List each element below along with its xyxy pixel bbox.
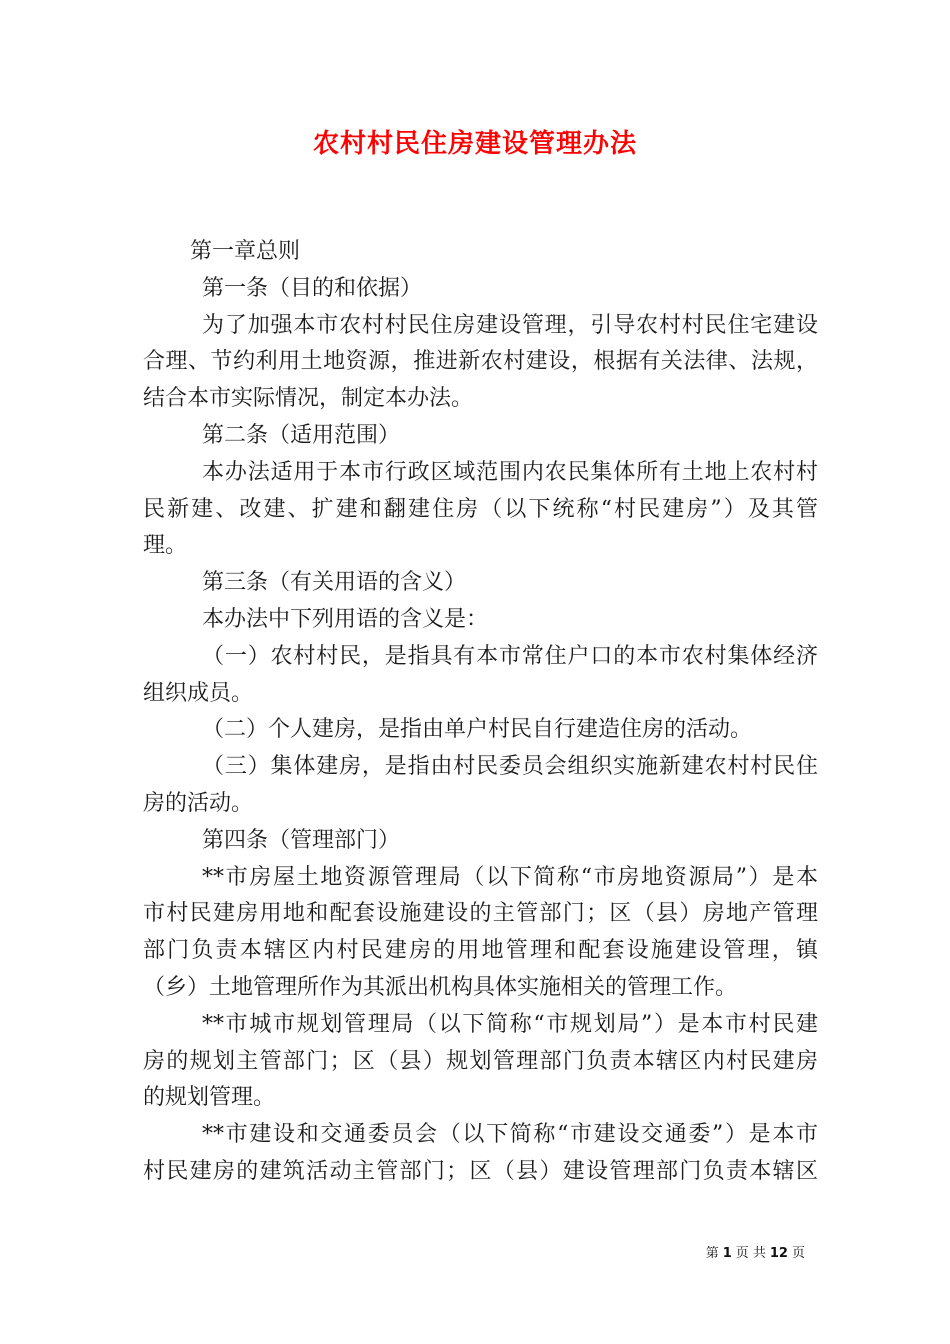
page-footer <box>0 1244 805 1264</box>
text-line: 民新建、改建、扩建和翻建住房（以下统称“村民建房”）及其管 <box>143 496 818 522</box>
text-line: **市房屋土地资源管理局（以下简称“市房地资源局”）是本 <box>202 864 818 890</box>
text-line: 本办法中下列用语的含义是： <box>202 606 489 632</box>
text-line: 第二条（适用范围） <box>202 422 401 448</box>
text-line: 为了加强本市农村村民住房建设管理，引导农村村民住宅建设 <box>202 312 818 338</box>
text-line: 房的活动。 <box>143 790 254 816</box>
text-line: 部门负责本辖区内村民建房的用地管理和配套设施建设管理，镇 <box>143 938 818 964</box>
footer-prefix-label: 第 <box>705 1246 719 1261</box>
footer-total-pages: 12 <box>769 1246 788 1261</box>
footer-page-number: 1 <box>722 1246 732 1261</box>
text-line: 理。 <box>143 533 188 559</box>
text-line: 结合本市实际情况，制定本办法。 <box>143 386 474 412</box>
text-line: **市城市规划管理局（以下简称“市规划局”）是本市村民建 <box>202 1011 818 1037</box>
document-body <box>143 234 818 1191</box>
footer-middle-label: 页 共 <box>735 1246 766 1261</box>
text-line: 合理、节约利用土地资源，推进新农村建设，根据有关法律、法规， <box>143 349 818 375</box>
text-line: 市村民建房用地和配套设施建设的主管部门；区（县）房地产管理 <box>143 901 818 927</box>
text-line: 房的规划主管部门；区（县）规划管理部门负责本辖区内村民建房 <box>143 1048 818 1074</box>
text-line: 第四条（管理部门） <box>202 827 401 853</box>
text-line: 的规划管理。 <box>143 1085 276 1111</box>
text-line: 第一条（目的和依据） <box>202 275 423 301</box>
text-line: （一）农村村民，是指具有本市常住户口的本市农村集体经济 <box>202 643 818 669</box>
text-line: （三）集体建房，是指由村民委员会组织实施新建农村村民住 <box>202 754 818 780</box>
text-line: 村民建房的建筑活动主管部门；区（县）建设管理部门负责本辖区 <box>143 1158 818 1184</box>
text-line: 第三条（有关用语的含义） <box>202 570 467 596</box>
text-line: 本办法适用于本市行政区域范围内农民集体所有土地上农村村 <box>202 459 818 485</box>
text-line: 组织成员。 <box>143 680 254 706</box>
text-line: （乡）土地管理所作为其派出机构具体实施相关的管理工作。 <box>143 974 738 1000</box>
text-line: （二）个人建房，是指由单户村民自行建造住房的活动。 <box>202 717 753 743</box>
document-title: 农村村民住房建设管理办法 <box>312 129 637 159</box>
footer-suffix-label: 页 <box>791 1246 805 1261</box>
text-line: **市建设和交通委员会（以下简称“市建设交通委”）是本市 <box>202 1122 818 1148</box>
text-line: 第一章总则 <box>190 239 301 264</box>
